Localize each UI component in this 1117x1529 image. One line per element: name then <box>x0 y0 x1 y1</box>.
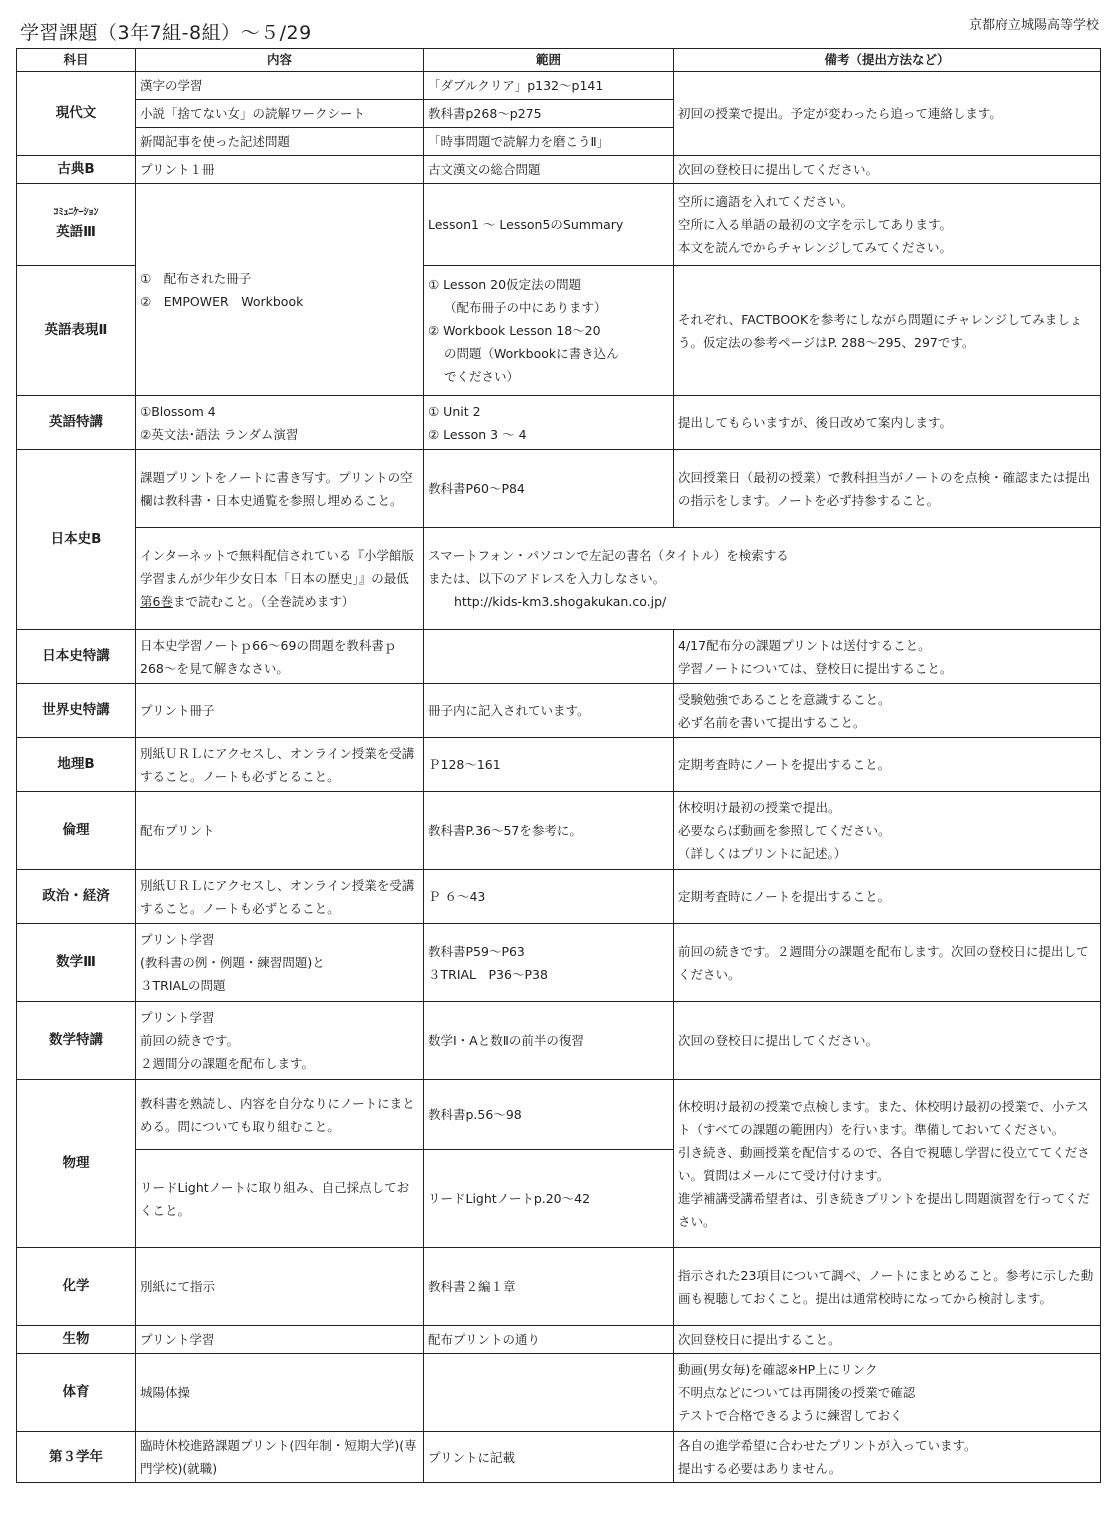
assignment-table <box>16 48 1101 1483</box>
table-row <box>17 72 1101 100</box>
range-line: （配布冊子の中にあります） <box>444 300 607 315</box>
content-cell: プリント１冊 <box>136 156 424 184</box>
notes-line: 空所に適語を入れてください。 <box>678 194 854 209</box>
range-line: ② Workbook Lesson 18～20 <box>428 323 601 338</box>
content-line: プリント学習 <box>140 1010 215 1025</box>
url-text: http://kids-km3.shogakukan.co.jp/ <box>454 594 667 609</box>
content-cell: 別紙ＵＲＬにアクセスし、オンライン授業を受講すること。ノートも必ずとること。 <box>136 738 424 792</box>
notes-cell: 提出してもらいますが、後日改めて案内します。 <box>674 396 1101 450</box>
table-row <box>17 450 1101 528</box>
notes-line: 学習ノートについては、登校日に提出すること。 <box>678 660 953 676</box>
notes-cell <box>674 1432 1101 1483</box>
range-line: スマートフォン・パソコンで左記の書名（タイトル）を検索する <box>428 548 789 563</box>
column-header-content: 内容 <box>136 49 424 72</box>
notes-line: 必要ならば動画を参照してください。 <box>678 823 891 838</box>
range-line: ３TRIAL P36～P38 <box>428 966 548 982</box>
table-header-row <box>17 49 1101 72</box>
range-cell <box>424 266 674 396</box>
table-row <box>17 1248 1101 1326</box>
content-cell: 臨時休校進路課題プリント(四年制・短期大学)(専門学校)(就職) <box>136 1432 424 1483</box>
notes-line: （詳しくはプリントに記述。） <box>678 846 847 861</box>
subject-cell: 化学 <box>17 1248 136 1326</box>
table-row <box>17 1002 1101 1080</box>
content-cell <box>136 1002 424 1080</box>
content-cell: プリント学習 <box>136 1326 424 1354</box>
content-cell: 新聞記事を使った記述問題 <box>136 128 424 156</box>
notes-line: 提出する必要はありません。 <box>678 1461 842 1476</box>
content-line: (教科書の例・例題・練習問題)と <box>140 955 325 970</box>
range-line: 教科書P59～P63 <box>428 943 525 959</box>
range-line: ② Lesson 3 ～ 4 <box>428 426 527 442</box>
school-name: 京都府立城陽高等学校 <box>968 18 1099 33</box>
notes-cell: 次回登校日に提出すること。 <box>674 1326 1101 1354</box>
column-header-range: 範囲 <box>424 49 674 72</box>
notes-cell: 次回授業日（最初の授業）で教科担当がノートのを点検・確認または提出の指示をします。ノートを必ず持参すること。 <box>674 450 1101 528</box>
range-cell <box>424 1354 674 1432</box>
content-line: ①Blossom 4 <box>140 403 216 419</box>
notes-line: テストで合格できるように練習しておく <box>678 1408 903 1423</box>
subject-cell: 古典B <box>17 156 136 184</box>
subject-cell: 世界史特講 <box>17 684 136 738</box>
subject-cell: 体育 <box>17 1354 136 1432</box>
range-cell <box>424 630 674 684</box>
notes-cell: 前回の続きです。２週間分の課題を配布します。次回の登校日に提出してください。 <box>674 924 1101 1002</box>
subject-cell: 物理 <box>17 1080 136 1248</box>
subject-cell: 地理B <box>17 738 136 792</box>
content-text: インターネットで無料配信されている『小学館版学習まんが少年少女日本「日本の歴史」』の最低 <box>140 548 414 586</box>
table-row <box>17 870 1101 924</box>
range-cell: 「ダブルクリア」p132～p141 <box>424 72 674 100</box>
range-cell: 配布プリントの通り <box>424 1326 674 1354</box>
table-row <box>17 630 1101 684</box>
content-cell: 別紙ＵＲＬにアクセスし、オンライン授業を受講すること。ノートも必ずとること。 <box>136 870 424 924</box>
content-cell: 教科書を熟読し、内容を自分なりにノートにまとめる。問についても取り組むこと。 <box>136 1080 424 1150</box>
content-cell <box>136 396 424 450</box>
subject-cell: 日本史特講 <box>17 630 136 684</box>
subject-cell: 倫理 <box>17 792 136 870</box>
subject-small-label: ｺﾐｭﾆｹｰｼｮﾝ <box>53 207 99 218</box>
subject-label: 英語Ⅲ <box>56 224 96 240</box>
notes-cell <box>674 184 1101 266</box>
subject-cell <box>17 184 136 266</box>
range-cell: 「時事問題で読解力を磨こうⅡ」 <box>424 128 674 156</box>
subject-cell: 現代文 <box>17 72 136 156</box>
range-line: の問題（Workbookに書き込ん <box>444 346 619 361</box>
table-row <box>17 792 1101 870</box>
subject-cell: 数学特講 <box>17 1002 136 1080</box>
content-line: ３TRIALの問題 <box>140 978 226 993</box>
table-row <box>17 156 1101 184</box>
subject-cell: 数学Ⅲ <box>17 924 136 1002</box>
content-cell: 日本史学習ノートｐ66～69の問題を教科書ｐ268～を見て解きなさい。 <box>136 630 424 684</box>
table-row <box>17 1080 1101 1150</box>
content-cell: 小説「捨てない女」の読解ワークシート <box>136 100 424 128</box>
table-row <box>17 184 1101 266</box>
range-cell: 古文漢文の総合問題 <box>424 156 674 184</box>
range-line: ① Unit 2 <box>428 403 481 419</box>
notes-line: 不明点などについては再開後の授業で確認 <box>678 1385 916 1400</box>
table-row <box>17 1432 1101 1483</box>
volume-underlined: 第6巻 <box>140 594 173 609</box>
notes-cell: 初回の授業で提出。予定が変わったら追って連絡します。 <box>674 72 1101 156</box>
range-line: ① Lesson 20仮定法の問題 <box>428 277 582 292</box>
subject-cell: 政治・経済 <box>17 870 136 924</box>
table-row <box>17 738 1101 792</box>
notes-line: 動画(男女毎)を確認※HP上にリンク <box>678 1362 878 1377</box>
content-line: ① 配布された冊子 <box>140 270 252 286</box>
content-text: まで読むこと。（全巻読めます） <box>172 594 355 609</box>
notes-cell <box>674 792 1101 870</box>
notes-paragraph: 休校明け最初の授業で点検します。また、休校明け最初の授業で、小テスト（すべての課題の範囲内）を行います。準備しておいてください。 <box>678 1098 1089 1137</box>
range-cell: プリントに記載 <box>424 1432 674 1483</box>
notes-cell <box>674 630 1101 684</box>
range-line: でください） <box>444 369 520 384</box>
content-cell: プリント冊子 <box>136 684 424 738</box>
subject-cell: 第３学年 <box>17 1432 136 1483</box>
notes-cell: 定期考査時にノートを提出すること。 <box>674 870 1101 924</box>
content-cell <box>136 184 424 396</box>
notes-cell <box>674 1080 1101 1248</box>
column-header-subject: 科目 <box>17 49 136 72</box>
range-cell <box>424 396 674 450</box>
notes-paragraph: 引き続き、動画授業を配信するので、各自で視聴し学習に役立ててください。質問はメールにて受け付けます。 <box>678 1144 1090 1183</box>
table-row <box>17 1326 1101 1354</box>
content-cell: 別紙にて指示 <box>136 1248 424 1326</box>
notes-line: 休校明け最初の授業で提出。 <box>678 800 841 815</box>
column-header-notes: 備考（提出方法など） <box>674 49 1101 72</box>
notes-line: 各自の進学希望に合わせたプリントが入っています。 <box>678 1438 977 1453</box>
notes-cell: 定期考査時にノートを提出すること。 <box>674 738 1101 792</box>
range-cell: Ｐ ６～43 <box>424 870 674 924</box>
notes-line: 必ず名前を書いて提出すること。 <box>678 714 866 730</box>
notes-cell <box>674 684 1101 738</box>
notes-line: 本文を読んでからチャレンジしてみてください。 <box>678 240 953 255</box>
content-cell <box>136 528 424 630</box>
range-cell <box>424 528 1101 630</box>
range-cell: リードLightノートp.20～42 <box>424 1150 674 1248</box>
notes-cell: 指示された23項目について調べ、ノートにまとめること。参考に示した動画も視聴しておくこと。提出は通常校時になってから検討します。 <box>674 1248 1101 1326</box>
notes-line: 空所に入る単語の最初の文字を示してあります。 <box>678 217 953 232</box>
range-cell: 教科書p268～p275 <box>424 100 674 128</box>
notes-cell <box>674 1354 1101 1432</box>
notes-cell: 次回の登校日に提出してください。 <box>674 156 1101 184</box>
range-cell: Lesson1 ～ Lesson5のSummary <box>424 184 674 266</box>
content-cell: 城陽体操 <box>136 1354 424 1432</box>
content-line: ②英文法･語法 ランダム演習 <box>140 426 299 442</box>
notes-cell: それぞれ、FACTBOOKを参考にしながら問題にチャレンジしてみましょう。仮定法の参考ページはP. 288～295、297です。 <box>674 266 1101 396</box>
range-line: または、以下のアドレスを入力しなさい。 <box>428 571 666 586</box>
notes-line: 4/17配布分の課題プリントは送付すること。 <box>678 637 931 653</box>
notes-cell: 次回の登校日に提出してください。 <box>674 1002 1101 1080</box>
table-row <box>17 924 1101 1002</box>
content-line: プリント学習 <box>140 932 215 947</box>
content-cell: 配布プリント <box>136 792 424 870</box>
range-cell: 教科書p.56～98 <box>424 1080 674 1150</box>
content-cell: 漢字の学習 <box>136 72 424 100</box>
notes-paragraph: 進学補講受講希望者は、引き続きプリントを提出し問題演習を行ってください。 <box>678 1190 1091 1229</box>
content-line: ２週間分の課題を配布します。 <box>140 1056 315 1071</box>
content-cell: リードLightノートに取り組み、自己採点しておくこと。 <box>136 1150 424 1248</box>
table-row <box>17 396 1101 450</box>
range-cell: 冊子内に記入されています。 <box>424 684 674 738</box>
table-row <box>17 528 1101 630</box>
subject-cell: 英語表現Ⅱ <box>17 266 136 396</box>
range-cell: 教科書P.36～57を参考に。 <box>424 792 674 870</box>
content-line: 前回の続きです。 <box>140 1033 240 1048</box>
content-cell <box>136 924 424 1002</box>
page-title: 学習課題（3年7組-8組）～５/29 <box>20 22 312 44</box>
range-cell: 数学Ⅰ・Aと数Ⅱの前半の復習 <box>424 1002 674 1080</box>
subject-cell: 生物 <box>17 1326 136 1354</box>
range-cell: 教科書２編１章 <box>424 1248 674 1326</box>
range-cell <box>424 924 674 1002</box>
content-cell: 課題プリントをノートに書き写す。プリントの空欄は教科書・日本史通覧を参照し埋めること。 <box>136 450 424 528</box>
subject-cell: 英語特講 <box>17 396 136 450</box>
range-cell: Ｐ128～161 <box>424 738 674 792</box>
table-row <box>17 1354 1101 1432</box>
content-line: ② EMPOWER Workbook <box>140 293 304 309</box>
notes-line: 受験勉強であることを意識すること。 <box>678 691 891 707</box>
subject-cell: 日本史B <box>17 450 136 630</box>
range-cell: 教科書P60～P84 <box>424 450 674 528</box>
table-row <box>17 684 1101 738</box>
